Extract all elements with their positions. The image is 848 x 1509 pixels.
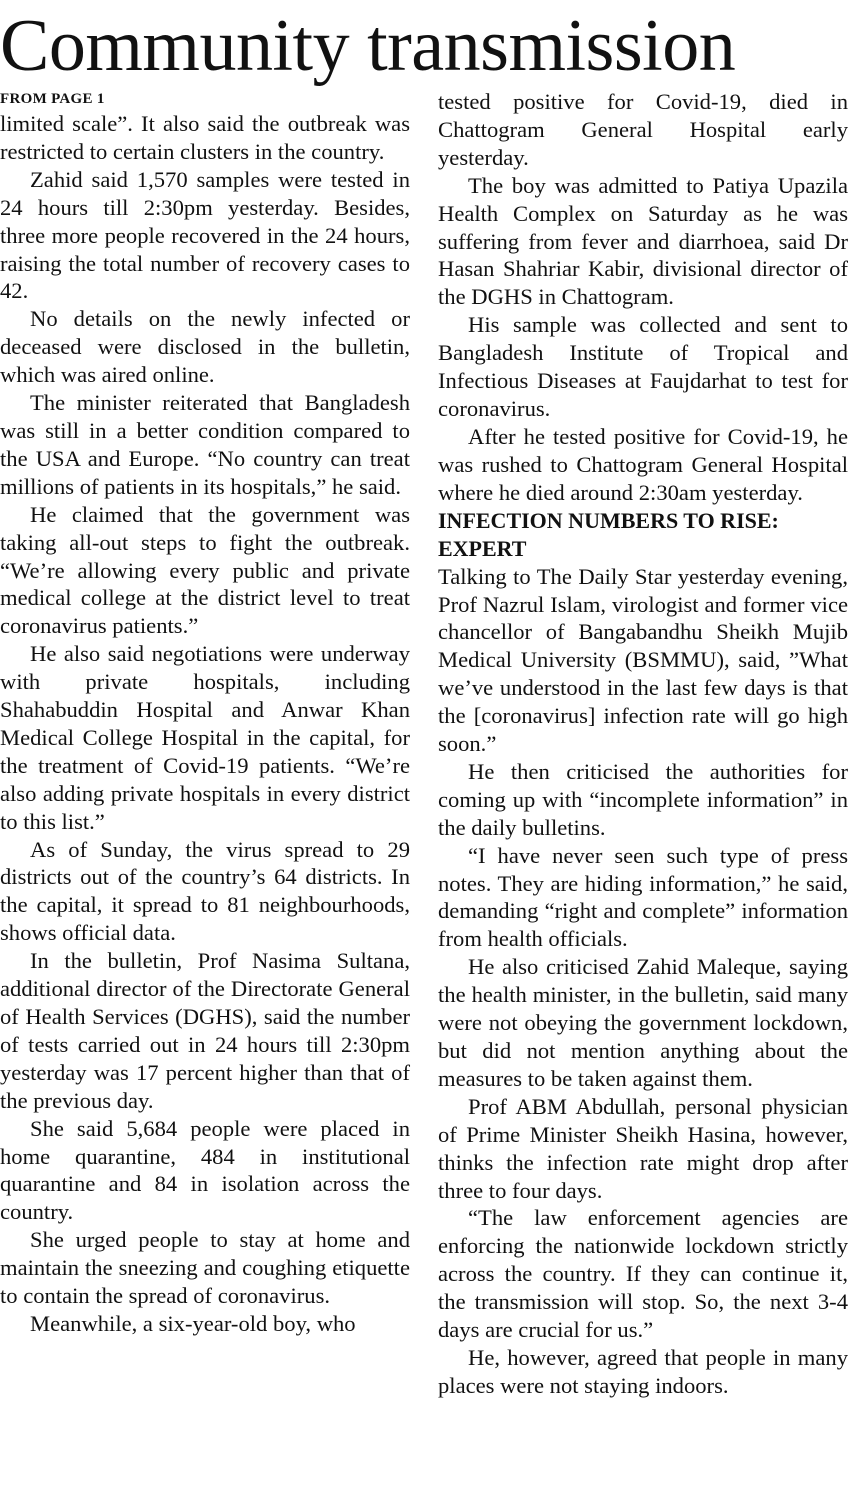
paragraph: “The law enforcement agencies are enforcing the nationwide lockdown strictly across the country. If they can continue it, the transmission will stop. So, the next 3-4 days are crucial for us.” <box>438 1205 848 1343</box>
paragraph: tested positive for Covid-19, died in Chattogram General Hospital early yesterday. <box>438 89 848 170</box>
paragraph: “I have never seen such type of press notes. They are hiding information,” he said, demanding “right and complete” information from health officials. <box>438 842 848 952</box>
paragraph: She said 5,684 people were placed in home quarantine, 484 in institutional quarantine and 84 in isolation across the country. <box>0 1115 410 1225</box>
paragraph: The minister reiterated that Bangladesh was still in a better condition compared to the USA and Europe. “No country can treat millions of patients in its hospitals,” he said. <box>0 390 410 499</box>
paragraph: He then criticised the authorities for coming up with “incomplete information” in the daily bulletins. <box>438 758 848 840</box>
paragraph: As of Sunday, the virus spread to 29 districts out of the country’s 64 districts. In the capital, it spread to 81 neighbourhoods, shows official data. <box>0 836 410 946</box>
paragraph: Prof ABM Abdullah, personal physician of Prime Minister Sheikh Hasina, however, thinks the infection rate might drop after three to four days. <box>438 1093 848 1203</box>
paragraph: The boy was admitted to Patiya Upazila Health Complex on Saturday as he was suffering from fever and diarrhoea, said Dr Hasan Shahriar Kabir, divisional director of the DGHS in Chattogram. <box>438 172 848 310</box>
article-column-left <box>0 88 410 1338</box>
paragraph: Meanwhile, a six-year-old boy, who <box>30 1310 356 1336</box>
jump-line: FROM PAGE 1 <box>0 91 105 107</box>
paragraph: Zahid said 1,570 samples were tested in 24 hours till 2:30pm yesterday. Besides, three more people recovered in the 24 hours, raising the total number of recovery cases to 42. <box>0 166 410 304</box>
paragraph: After he tested positive for Covid-19, he was rushed to Chattogram General Hospital where he died around 2:30am yesterday. <box>438 423 848 505</box>
paragraph: He also said negotiations were underway with private hospitals, including Shahabuddin Hospital and Anwar Khan Medical College Hospital in the capital, for the treatment of Covid-19 patients. “We’re also adding private hospitals in every district to this list.” <box>0 641 410 834</box>
paragraph: He also criticised Zahid Maleque, saying the health minister, in the bulletin, said many were not obeying the government lockdown, but did not mention anything about the measures to be taken against them. <box>438 954 848 1091</box>
headline: Community transmission <box>0 5 736 87</box>
subheading: INFECTION NUMBERS TO RISE: EXPERT <box>438 507 779 561</box>
paragraph: In the bulletin, Prof Nasima Sultana, additional director of the Directorate General of Health Services (DGHS), said the number of tests carried out in 24 hours till 2:30pm yesterday was 17 percent higher than that of the previous day. <box>0 948 410 1113</box>
paragraph: She urged people to stay at home and maintain the sneezing and coughing etiquette to contain the spread of coronavirus. <box>0 1227 410 1309</box>
paragraph: No details on the newly infected or deceased were disclosed in the bulletin, which was aired online. <box>0 306 410 388</box>
paragraph: limited scale”. It also said the outbreak was restricted to certain clusters in the country. <box>0 111 410 164</box>
paragraph: He claimed that the government was taking all-out steps to fight the outbreak. “We’re allowing every public and private medical college at the district level to treat coronavirus patients.” <box>0 501 410 639</box>
paragraph: Talking to The Daily Star yesterday evening, Prof Nazrul Islam, virologist and former vice chancellor of Bangabandhu Sheikh Mujib Medical University (BSMMU), said, ”What we’ve understood in the last few days is that the [coronavirus] infection rate will go high soon.” <box>438 563 848 757</box>
paragraph: His sample was collected and sent to Bangladesh Institute of Tropical and Infectious Diseases at Faujdarhat to test for coronavirus. <box>438 312 848 421</box>
article-column-right <box>438 88 848 1400</box>
paragraph: He, however, agreed that people in many places were not staying indoors. <box>438 1344 848 1398</box>
